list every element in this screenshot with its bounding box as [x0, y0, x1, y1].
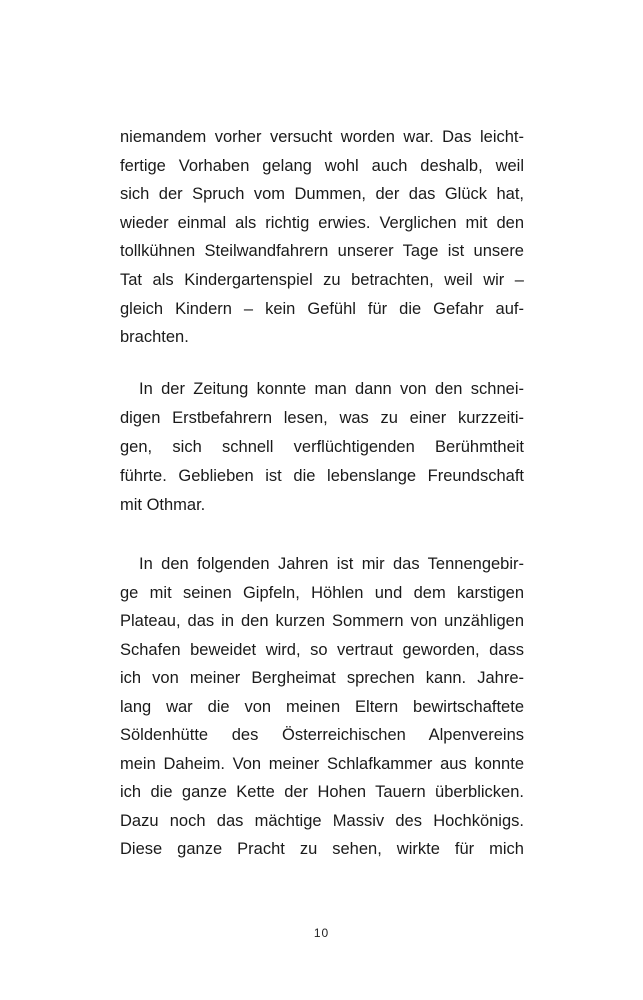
text-line: ich die ganze Kette der Hohen Tauern überblicken.: [120, 783, 524, 801]
text-line: mit Othmar.: [120, 496, 206, 514]
page-number: 10: [313, 926, 330, 940]
text-line: Schafen beweidet wird, so vertraut geworden, dass: [120, 640, 524, 659]
text-line: ge mit seinen Gipfeln, Höhlen und dem karstigen: [120, 583, 524, 602]
text-line: ich von meiner Bergheimat sprechen kann. Jahre-: [120, 669, 524, 687]
text-line: lang war die von meinen Eltern bewirtschaftete: [120, 697, 524, 716]
text-line: Tat als Kindergartenspiel zu betrachten, weil wir –: [120, 271, 524, 289]
text-line: mein Daheim. Von meiner Schlafkammer aus konnte: [120, 754, 524, 773]
text-line: digen Erstbefahrern lesen, was zu einer kurzzeiti-: [120, 409, 524, 427]
text-line: Dazu noch das mächtige Massiv des Hochkönigs.: [120, 811, 524, 830]
text-line: sich der Spruch vom Dummen, der das Glück hat,: [120, 185, 524, 204]
text-line: In den folgenden Jahren ist mir das Tennengebir-: [139, 555, 524, 573]
text-line: brachten.: [120, 328, 189, 347]
text-line: gen, sich schnell verflüchtigenden Berühmtheit: [120, 438, 524, 456]
text-line: tollkühnen Steilwandfahrern unserer Tage ist unsere: [120, 242, 524, 261]
text-line: Söldenhütte des Österreichischen Alpenvereins: [120, 726, 524, 744]
text-line: führte. Geblieben ist die lebenslange Freundschaft: [120, 467, 524, 485]
text-line: Diese ganze Pracht zu sehen, wirkte für mich: [120, 840, 524, 858]
text-line: fertige Vorhaben gelang wohl auch deshalb, weil: [120, 156, 524, 175]
text-line: gleich Kindern – kein Gefühl für die Gefahr auf-: [120, 299, 524, 318]
text-line: In der Zeitung konnte man dann von den schnei-: [139, 380, 524, 398]
text-line: Plateau, das in den kurzen Sommern von unzähligen: [120, 612, 524, 630]
text-line: wieder einmal als richtig erwies. Verglichen mit den: [120, 213, 524, 232]
text-line: niemandem vorher versucht worden war. Das leicht-: [120, 128, 524, 146]
